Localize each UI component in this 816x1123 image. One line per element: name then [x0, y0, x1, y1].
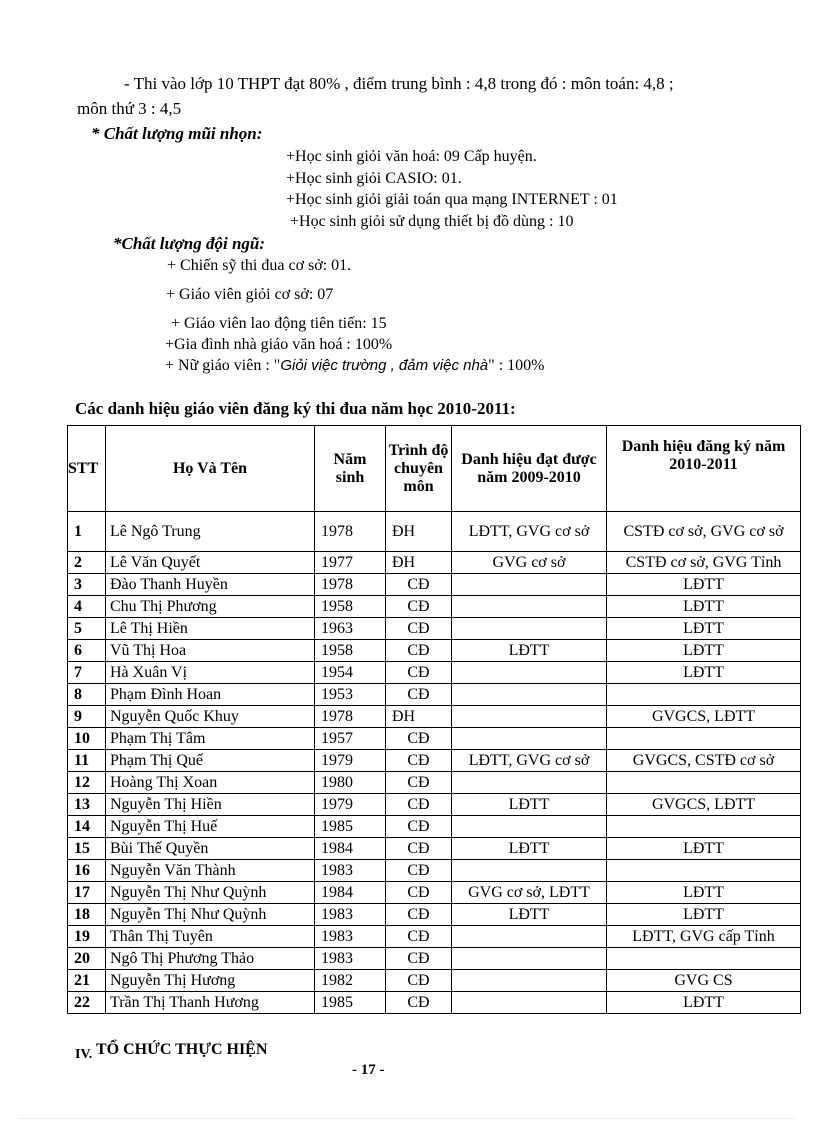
staff-heading: *Chất lượng đội ngũ:	[113, 234, 266, 253]
row-birth-year: 1978	[315, 706, 386, 728]
row-birth-year: 1984	[315, 882, 386, 904]
row-name: Nguyễn Thị Như Quỳnh	[106, 882, 315, 904]
row-award-2010: GVGCS, CSTĐ cơ sở	[607, 750, 801, 772]
row-award-2010: LĐTT	[607, 662, 801, 684]
row-award-2009: LĐTT, GVG cơ sở	[452, 750, 607, 772]
spearhead-item: +Học sinh giỏi sử dụng thiết bị đồ dùng : 10	[290, 213, 574, 230]
row-stt: 20	[68, 948, 106, 970]
header-award-2009: Danh hiệu đạt được năm 2009-2010	[452, 426, 607, 512]
row-birth-year: 1985	[315, 992, 386, 1014]
row-name: Hà Xuân Vị	[106, 662, 315, 684]
row-award-2010: LĐTT	[607, 904, 801, 926]
row-award-2010	[607, 860, 801, 882]
table-row	[68, 816, 801, 838]
row-name: Ngô Thị Phương Thảo	[106, 948, 315, 970]
row-award-2010: LĐTT	[607, 596, 801, 618]
table-row	[68, 684, 801, 706]
staff-item-female-prefix: + Nữ giáo viên : "	[165, 357, 281, 374]
row-qualification: CĐ	[386, 882, 452, 904]
row-award-2009	[452, 596, 607, 618]
row-stt: 5	[68, 618, 106, 640]
row-stt: 10	[68, 728, 106, 750]
table-row	[68, 860, 801, 882]
row-award-2009	[452, 772, 607, 794]
row-birth-year: 1979	[315, 794, 386, 816]
row-award-2009	[452, 728, 607, 750]
row-award-2009	[452, 706, 607, 728]
row-name: Hoàng Thị Xoan	[106, 772, 315, 794]
row-birth-year: 1977	[315, 552, 386, 574]
table-row	[68, 618, 801, 640]
row-stt: 22	[68, 992, 106, 1014]
row-birth-year: 1982	[315, 970, 386, 992]
row-name: Phạm Thị Tâm	[106, 728, 315, 750]
row-stt: 12	[68, 772, 106, 794]
row-name: Thân Thị Tuyên	[106, 926, 315, 948]
section-heading	[75, 1040, 267, 1061]
table-row	[68, 838, 801, 860]
row-award-2009: LĐTT, GVG cơ sở	[452, 512, 607, 552]
table-title: Các danh hiệu giáo viên đăng ký thi đua năm học 2010-2011:	[75, 399, 516, 418]
row-qualification: CĐ	[386, 970, 452, 992]
row-birth-year: 1978	[315, 574, 386, 596]
row-award-2009	[452, 926, 607, 948]
row-award-2010: CSTĐ cơ sở, GVG Tỉnh	[607, 552, 801, 574]
row-stt: 14	[68, 816, 106, 838]
row-award-2010: LĐTT	[607, 992, 801, 1014]
exam-result-line: - Thi vào lớp 10 THPT đạt 80% , điểm trung bình : 4,8 trong đó : môn toán: 4,8 ;	[124, 74, 674, 93]
table-row	[68, 706, 801, 728]
row-name: Nguyễn Văn Thành	[106, 860, 315, 882]
spearhead-item: +Học sinh giỏi văn hoá: 09 Cấp huyện.	[286, 148, 537, 165]
row-birth-year: 1980	[315, 772, 386, 794]
row-name: Chu Thị Phương	[106, 596, 315, 618]
row-birth-year: 1983	[315, 860, 386, 882]
row-name: Lê Thị Hiền	[106, 618, 315, 640]
table-row	[68, 904, 801, 926]
staff-item-female	[165, 356, 544, 376]
row-birth-year: 1954	[315, 662, 386, 684]
row-stt: 11	[68, 750, 106, 772]
table-row	[68, 992, 801, 1014]
table-row	[68, 512, 801, 552]
row-birth-year: 1953	[315, 684, 386, 706]
row-birth-year: 1983	[315, 904, 386, 926]
row-name: Phạm Đình Hoan	[106, 684, 315, 706]
teacher-awards-table	[67, 425, 801, 1014]
row-award-2010: LĐTT	[607, 574, 801, 596]
row-name: Nguyễn Thị Hương	[106, 970, 315, 992]
row-qualification: CĐ	[386, 838, 452, 860]
row-stt: 1	[68, 512, 106, 552]
table-row	[68, 794, 801, 816]
row-qualification: CĐ	[386, 926, 452, 948]
row-qualification: CĐ	[386, 948, 452, 970]
row-stt: 4	[68, 596, 106, 618]
row-qualification: CĐ	[386, 662, 452, 684]
table-header-row	[68, 426, 801, 512]
row-name: Nguyễn Thị Hiền	[106, 794, 315, 816]
staff-item: +Gia đình nhà giáo văn hoá : 100%	[165, 336, 393, 353]
row-qualification: CĐ	[386, 640, 452, 662]
row-award-2009: GVG cơ sở, LĐTT	[452, 882, 607, 904]
row-qualification: CĐ	[386, 618, 452, 640]
row-award-2010: LĐTT	[607, 640, 801, 662]
section-number: IV.	[75, 1047, 93, 1062]
row-award-2009: LĐTT	[452, 794, 607, 816]
row-qualification: CĐ	[386, 750, 452, 772]
section-title: TỔ CHỨC THỰC HIỆN	[95, 1041, 268, 1058]
row-name: Bùi Thế Quyền	[106, 838, 315, 860]
row-award-2009	[452, 992, 607, 1014]
row-name: Nguyễn Thị Như Quỳnh	[106, 904, 315, 926]
row-qualification: CĐ	[386, 772, 452, 794]
spearhead-item: +Học sinh giỏi giải toán qua mạng INTERNET : 01	[286, 191, 618, 208]
row-award-2009: LĐTT	[452, 640, 607, 662]
table-row	[68, 772, 801, 794]
row-birth-year: 1957	[315, 728, 386, 750]
row-qualification: CĐ	[386, 992, 452, 1014]
row-qualification: CĐ	[386, 728, 452, 750]
row-award-2009	[452, 574, 607, 596]
row-stt: 3	[68, 574, 106, 596]
row-stt: 2	[68, 552, 106, 574]
row-award-2010	[607, 684, 801, 706]
page-number: - 17 -	[352, 1062, 385, 1078]
row-award-2009	[452, 618, 607, 640]
row-birth-year: 1979	[315, 750, 386, 772]
staff-item: + Giáo viên giỏi cơ sở: 07	[166, 286, 334, 303]
row-award-2010	[607, 948, 801, 970]
row-award-2009: LĐTT	[452, 904, 607, 926]
spearhead-item: +Học sinh giỏi CASIO: 01.	[286, 170, 462, 187]
row-award-2009	[452, 970, 607, 992]
row-qualification: ĐH	[386, 552, 452, 574]
staff-item-female-quote: Giỏi việc trường , đảm việc nhà	[280, 357, 489, 374]
exam-result-line-cont: môn thứ 3 : 4,5	[77, 99, 182, 118]
page-bottom-divider	[20, 1118, 796, 1119]
table-row	[68, 882, 801, 904]
row-stt: 17	[68, 882, 106, 904]
row-award-2010	[607, 816, 801, 838]
row-award-2010: GVG CS	[607, 970, 801, 992]
header-birth-year: Năm sinh	[315, 426, 386, 512]
row-birth-year: 1978	[315, 512, 386, 552]
row-birth-year: 1985	[315, 816, 386, 838]
table-row	[68, 640, 801, 662]
row-qualification: CĐ	[386, 574, 452, 596]
row-stt: 13	[68, 794, 106, 816]
table-row	[68, 948, 801, 970]
row-name: Lê Văn Quyết	[106, 552, 315, 574]
table-row	[68, 750, 801, 772]
row-qualification: ĐH	[386, 706, 452, 728]
row-birth-year: 1963	[315, 618, 386, 640]
row-award-2010: LĐTT, GVG cấp Tỉnh	[607, 926, 801, 948]
staff-item-female-suffix: " : 100%	[488, 357, 545, 374]
staff-item: + Giáo viên lao động tiên tiến: 15	[171, 315, 387, 332]
row-birth-year: 1983	[315, 926, 386, 948]
row-name: Đào Thanh Huyền	[106, 574, 315, 596]
row-qualification: ĐH	[386, 512, 452, 552]
row-award-2009: LĐTT	[452, 838, 607, 860]
row-award-2010: LĐTT	[607, 838, 801, 860]
row-award-2009	[452, 860, 607, 882]
row-birth-year: 1958	[315, 596, 386, 618]
table-row	[68, 970, 801, 992]
row-name: Vũ Thị Hoa	[106, 640, 315, 662]
row-stt: 9	[68, 706, 106, 728]
row-award-2009	[452, 948, 607, 970]
staff-item: + Chiến sỹ thi đua cơ sở: 01.	[167, 257, 352, 274]
header-name: Họ Và Tên	[106, 426, 315, 512]
row-name: Trần Thị Thanh Hương	[106, 992, 315, 1014]
row-stt: 19	[68, 926, 106, 948]
row-birth-year: 1983	[315, 948, 386, 970]
row-award-2009	[452, 684, 607, 706]
table-row	[68, 728, 801, 750]
row-qualification: CĐ	[386, 816, 452, 838]
row-birth-year: 1958	[315, 640, 386, 662]
row-award-2009: GVG cơ sở	[452, 552, 607, 574]
row-name: Nguyễn Thị Huế	[106, 816, 315, 838]
row-award-2010: CSTĐ cơ sở, GVG cơ sở	[607, 512, 801, 552]
row-name: Phạm Thị Quế	[106, 750, 315, 772]
row-qualification: CĐ	[386, 684, 452, 706]
header-stt: STT	[68, 426, 106, 512]
row-award-2010: LĐTT	[607, 882, 801, 904]
row-qualification: CĐ	[386, 904, 452, 926]
header-qualification: Trình độ chuyên môn	[386, 426, 452, 512]
table-row	[68, 552, 801, 574]
row-stt: 6	[68, 640, 106, 662]
row-stt: 16	[68, 860, 106, 882]
table-row	[68, 926, 801, 948]
row-qualification: CĐ	[386, 860, 452, 882]
header-award-2010: Danh hiệu đăng ký năm 2010-2011	[607, 426, 801, 512]
row-award-2010	[607, 772, 801, 794]
row-stt: 8	[68, 684, 106, 706]
row-qualification: CĐ	[386, 596, 452, 618]
spearhead-heading: * Chất lượng mũi nhọn:	[91, 124, 263, 143]
row-stt: 18	[68, 904, 106, 926]
row-name: Nguyễn Quốc Khuy	[106, 706, 315, 728]
table-row	[68, 574, 801, 596]
row-award-2010: GVGCS, LĐTT	[607, 794, 801, 816]
row-name: Lê Ngô Trung	[106, 512, 315, 552]
row-award-2009	[452, 816, 607, 838]
row-award-2010	[607, 728, 801, 750]
row-award-2009	[452, 662, 607, 684]
table-row	[68, 662, 801, 684]
row-stt: 15	[68, 838, 106, 860]
row-qualification: CĐ	[386, 794, 452, 816]
table-row	[68, 596, 801, 618]
row-stt: 7	[68, 662, 106, 684]
row-award-2010: LĐTT	[607, 618, 801, 640]
row-award-2010: GVGCS, LĐTT	[607, 706, 801, 728]
row-stt: 21	[68, 970, 106, 992]
row-birth-year: 1984	[315, 838, 386, 860]
